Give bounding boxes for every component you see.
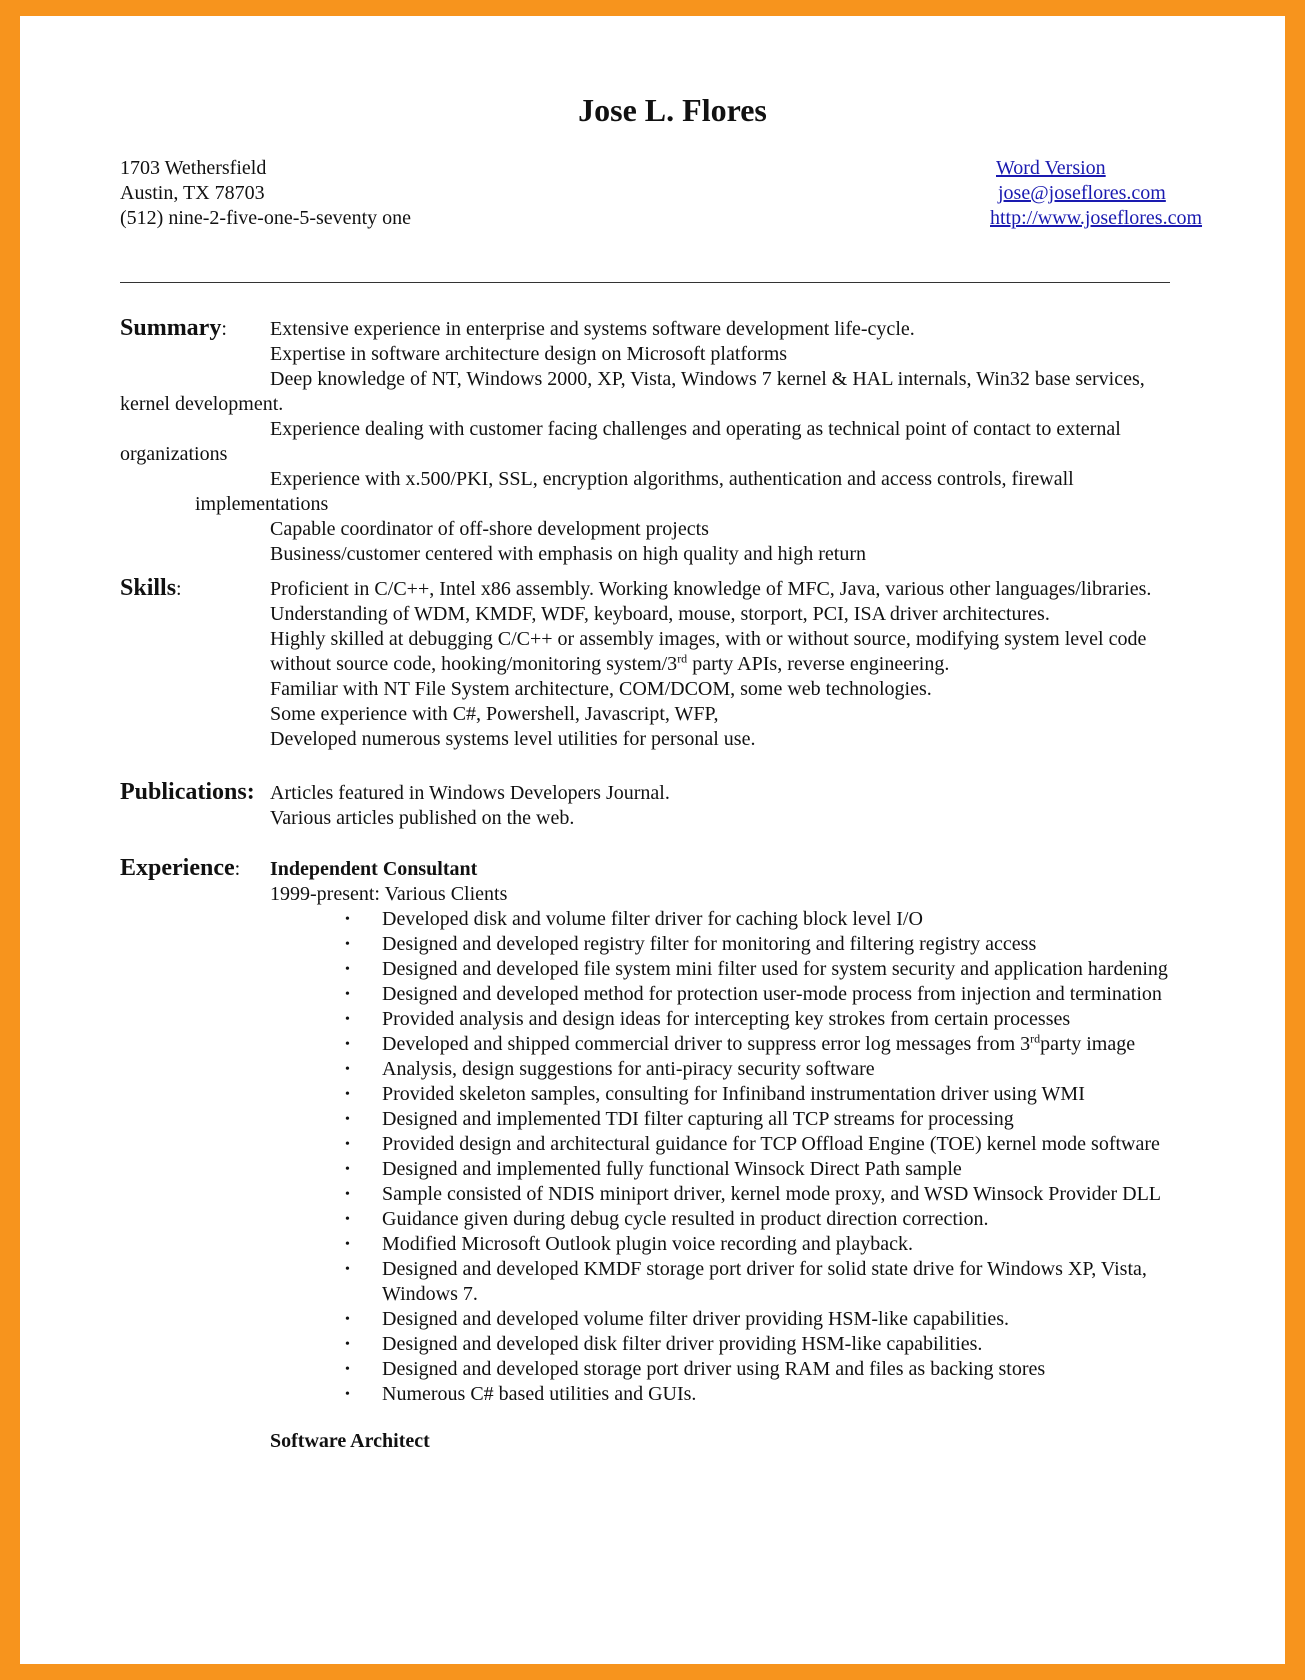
summary-line: Experience with x.500/PKI, SSL, encryption algorithms, authentication and access controls, firewall — [270, 468, 1074, 490]
summary-line: Experience dealing with customer facing challenges and operating as technical point of contact to external — [270, 418, 1121, 440]
bullet-icon: • — [345, 1087, 350, 1102]
summary-heading: Summary: — [120, 315, 227, 341]
skills-line: Some experience with C#, Powershell, Javascript, WFP, — [270, 703, 719, 725]
summary-line: Business/customer centered with emphasis on high quality and high return — [270, 543, 866, 565]
bullet-icon: • — [345, 962, 350, 977]
list-item: • Modified Microsoft Outlook plugin voice recording and playback. — [345, 1233, 913, 1255]
list-item: • Designed and developed registry filter for monitoring and filtering registry access — [345, 933, 1037, 955]
experience-heading: Experience: — [120, 855, 241, 881]
resume-page — [20, 16, 1285, 1664]
address-line-2: Austin, TX 78703 — [120, 182, 265, 204]
skills-lines — [270, 577, 1230, 752]
publication-line: Various articles published on the web. — [270, 807, 575, 829]
list-item: • Designed and developed disk filter driver providing HSM-like capabilities. — [345, 1333, 983, 1355]
skills-section — [120, 577, 1230, 752]
list-item: • Designed and developed volume filter driver providing HSM-like capabilities. — [345, 1308, 1010, 1330]
skills-heading: Skills: — [120, 575, 182, 601]
summary-line: Deep knowledge of NT, Windows 2000, XP, Vista, Windows 7 kernel & HAL internals, Win32 base services, — [270, 368, 1145, 390]
summary-line: Extensive experience in enterprise and systems software development life-cycle. — [270, 318, 915, 340]
contact-address — [120, 156, 411, 231]
skills-line: Proficient in C/C++, Intel x86 assembly. Working knowledge of MFC, Java, various other languages/libraries. — [270, 578, 1152, 600]
bullet-icon: • — [345, 1312, 350, 1327]
bullet-icon: • — [345, 1062, 350, 1077]
summary-section — [120, 317, 1230, 567]
address-line-1: 1703 Wethersfield — [120, 157, 267, 179]
list-item: • Analysis, design suggestions for anti-piracy security software — [345, 1058, 875, 1080]
resume-name: Jose L. Flores — [578, 92, 767, 128]
skills-line: Developed numerous systems level utilities for personal use. — [270, 728, 756, 750]
bullet-icon: • — [345, 1037, 350, 1052]
list-item: • Designed and developed storage port driver using RAM and files as backing stores — [345, 1358, 1046, 1380]
list-item: • Designed and implemented fully functional Winsock Direct Path sample — [345, 1158, 962, 1180]
skills-line: Highly skilled at debugging C/C++ or assembly images, with or without source, modifying system level code — [270, 628, 1147, 650]
job-period: 1999-present: Various Clients — [270, 883, 508, 905]
publication-line: Articles featured in Windows Developers Journal. — [270, 782, 670, 804]
summary-line: implementations — [195, 493, 329, 515]
summary-line: organizations — [120, 443, 228, 465]
skills-line: without source code, hooking/monitoring system/3rd party APIs, reverse engineering. — [270, 651, 950, 675]
bullet-icon: • — [345, 937, 350, 952]
phone-number: (512) nine-2-five-one-5-seventy one — [120, 207, 411, 229]
summary-line: kernel development. — [120, 393, 284, 415]
skills-line: Familiar with NT File System architecture, COM/DCOM, some web technologies. — [270, 678, 932, 700]
publications-heading: Publications: — [120, 779, 255, 805]
email-link[interactable]: jose@joseflores.com — [998, 182, 1166, 204]
bullet-icon: • — [345, 1212, 350, 1227]
summary-line: Expertise in software architecture design on Microsoft platforms — [270, 343, 788, 365]
list-item: • Sample consisted of NDIS miniport driver, kernel mode proxy, and WSD Winsock Provider DLL — [345, 1183, 1162, 1205]
bullet-icon: • — [345, 1012, 350, 1027]
bullet-icon: • — [345, 1237, 350, 1252]
job-title: Software Architect — [270, 1430, 430, 1452]
list-item: • Provided analysis and design ideas for intercepting key strokes from certain processes — [345, 1008, 1071, 1030]
job-bullets — [345, 907, 1230, 1407]
list-item: • Designed and developed file system mini filter used for system security and application hardening — [345, 958, 1168, 980]
bullet-icon: • — [345, 1162, 350, 1177]
bullet-icon: • — [345, 1187, 350, 1202]
bullet-icon: • — [345, 987, 350, 1002]
summary-line: Capable coordinator of off-shore development projects — [270, 518, 709, 540]
header-divider — [120, 282, 1170, 283]
publications-lines — [270, 781, 1230, 831]
list-item: • Developed disk and volume filter driver for caching block level I/O — [345, 908, 923, 930]
list-item: • Provided skeleton samples, consulting for Infiniband instrumentation driver using WMI — [345, 1083, 1085, 1105]
job-title: Independent Consultant — [270, 858, 478, 880]
word-version-link[interactable]: Word Version — [996, 157, 1106, 179]
bullet-icon: • — [345, 1387, 350, 1402]
contact-links — [990, 156, 1230, 231]
bullet-icon: • — [345, 1262, 350, 1277]
publications-section — [120, 781, 1230, 831]
list-item: • Provided design and architectural guidance for TCP Offload Engine (TOE) kernel mode software — [345, 1133, 1160, 1155]
bullet-icon: • — [345, 1362, 350, 1377]
list-item: • Designed and developed method for protection user-mode process from injection and termination — [345, 983, 1162, 1005]
bullet-icon: • — [345, 1137, 350, 1152]
bullet-icon: • — [345, 1337, 350, 1352]
bullet-icon: • — [345, 1112, 350, 1127]
list-item: • Developed and shipped commercial driver to suppress error log messages from 3rdparty image — [345, 1031, 1136, 1055]
list-item: • Designed and developed KMDF storage port driver for solid state drive for Windows XP, Vista, Windows 7. — [345, 1258, 1147, 1305]
list-item: • Numerous C# based utilities and GUIs. — [345, 1383, 697, 1405]
list-item: • Guidance given during debug cycle resulted in product direction correction. — [345, 1208, 989, 1230]
list-item: • Designed and implemented TDI filter capturing all TCP streams for processing — [345, 1108, 1014, 1130]
website-link[interactable]: http://www.joseflores.com — [990, 207, 1203, 229]
experience-body — [270, 857, 1230, 1454]
experience-section — [120, 857, 1230, 1454]
bullet-icon: • — [345, 912, 350, 927]
skills-line: Understanding of WDM, KMDF, WDF, keyboard, mouse, storport, PCI, ISA driver architectures. — [270, 603, 1050, 625]
